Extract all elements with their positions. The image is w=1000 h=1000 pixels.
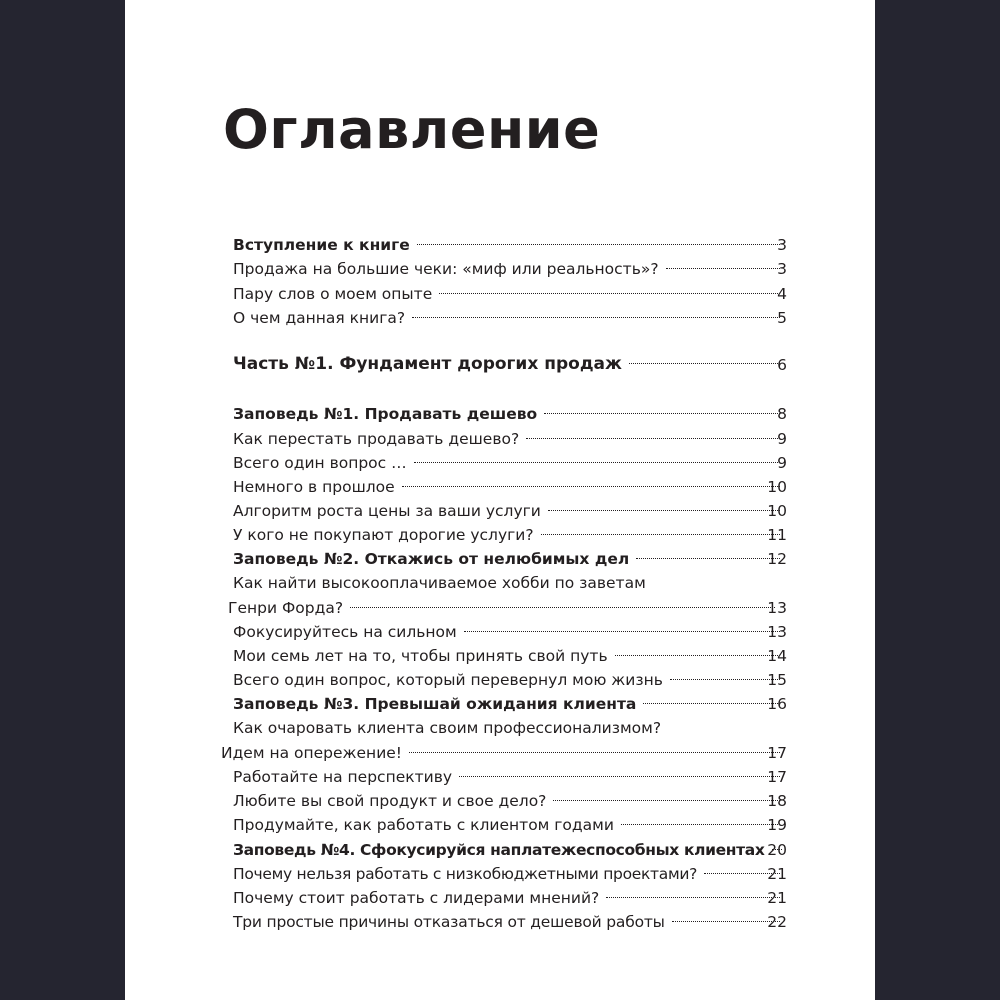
toc-entry: Любите вы свой продукт и свое дело? — [233, 789, 786, 813]
page-number: 3 — [777, 260, 787, 278]
page-number: 22 — [767, 913, 787, 931]
page-number: 13 — [767, 599, 787, 617]
toc-entry: Продажа на большие чеки: «миф или реальность»? — [233, 257, 786, 281]
toc-entry: Фокусируйтесь на сильном — [233, 620, 786, 644]
page-number: 20 — [767, 841, 787, 859]
toc-entry-line-2: Генри Форда? — [228, 596, 781, 620]
toc-entry-commandment-4: Заповедь №4. Сфокусируйся наплатежеспособных клиентах — [233, 838, 786, 862]
toc-entry: Три простые причины отказаться от дешевой работы — [233, 910, 786, 934]
toc-entry: Продумайте, как работать с клиентом годами — [233, 813, 786, 837]
toc-entry: Мои семь лет на то, чтобы принять свой путь — [233, 644, 786, 668]
page-number: 9 — [777, 454, 787, 472]
page-number: 9 — [777, 430, 787, 448]
toc-entry-line-1: Как найти высокооплачиваемое хобби по заветам — [233, 574, 646, 592]
toc-entry: Пару слов о моем опыте — [233, 282, 786, 306]
toc-entry: О чем данная книга? — [233, 306, 786, 330]
dot-leader — [526, 438, 780, 439]
page-number: 17 — [767, 744, 787, 762]
dot-leader — [402, 486, 780, 487]
toc-entry: Работайте на перспективу — [233, 765, 786, 789]
dot-leader — [409, 752, 780, 753]
toc-entry: Почему нельзя работать с низкобюджетными проектами? — [233, 862, 786, 886]
page-number: 14 — [767, 647, 787, 665]
page-number: 17 — [767, 768, 787, 786]
toc-entry-commandment-2: Заповедь №2. Откажись от нелюбимых дел — [233, 547, 786, 571]
toc-entry-intro: Вступление к книге — [233, 233, 786, 257]
dot-leader — [606, 897, 780, 898]
dot-leader — [412, 317, 780, 318]
dot-leader — [615, 655, 780, 656]
page-number: 13 — [767, 623, 787, 641]
book-page — [125, 0, 875, 1000]
page-number: 18 — [767, 792, 787, 810]
page-number: 3 — [777, 236, 787, 254]
dot-leader — [350, 607, 775, 608]
page-title: Оглавление — [223, 98, 601, 161]
page-number: 21 — [767, 865, 787, 883]
page-number: 15 — [767, 671, 787, 689]
page-number: 19 — [767, 816, 787, 834]
page-number: 10 — [767, 502, 787, 520]
toc-entry: Алгоритм роста цены за ваши услуги — [233, 499, 786, 523]
toc-entry: Как перестать продавать дешево? — [233, 427, 786, 451]
page-number: 8 — [777, 405, 787, 423]
dot-leader — [459, 776, 780, 777]
page-number: 11 — [767, 526, 787, 544]
page-number: 5 — [777, 309, 787, 327]
toc-entry: Немного в прошлое — [233, 475, 786, 499]
page-number: 6 — [777, 356, 787, 374]
dot-leader — [439, 293, 780, 294]
dot-leader — [414, 462, 780, 463]
page-number: 12 — [767, 550, 787, 568]
toc-entry-line-1: Как очаровать клиента своим профессионализмом? — [233, 719, 662, 737]
page-number: 10 — [767, 478, 787, 496]
toc-entry-part-1: Часть №1. Фундамент дорогих продаж — [233, 350, 786, 378]
toc-entry: У кого не покупают дорогие услуги? — [233, 523, 786, 547]
page-number: 16 — [767, 695, 787, 713]
table-of-contents — [125, 0, 875, 1000]
dot-leader — [464, 631, 780, 632]
dot-leader — [541, 534, 780, 535]
toc-entry-commandment-3: Заповедь №3. Превышай ожидания клиента — [233, 692, 786, 716]
dot-leader — [553, 800, 780, 801]
dot-leader — [417, 244, 780, 245]
page-number: 21 — [767, 889, 787, 907]
toc-entry: Всего один вопрос … — [233, 451, 786, 475]
page-number: 4 — [777, 285, 787, 303]
toc-entry-commandment-1: Заповедь №1. Продавать дешево — [233, 402, 786, 426]
dot-leader — [544, 413, 780, 414]
toc-entry: Всего один вопрос, который перевернул мою жизнь — [233, 668, 786, 692]
toc-entry-line-2: Идем на опережение! — [221, 741, 786, 765]
toc-entry: Почему стоит работать с лидерами мнений? — [233, 886, 786, 910]
dot-leader — [548, 510, 780, 511]
